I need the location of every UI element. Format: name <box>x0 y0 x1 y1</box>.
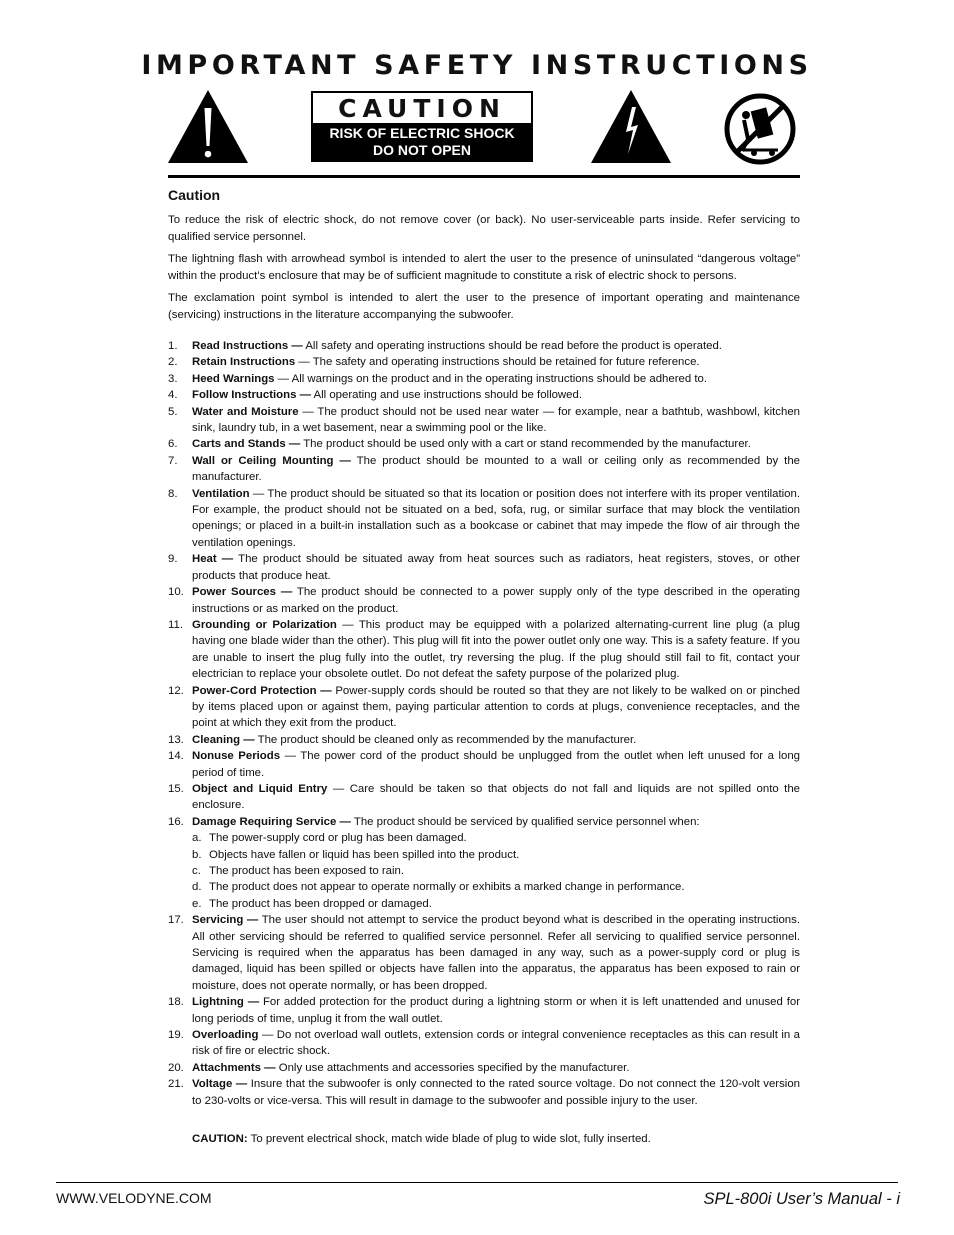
instruction-term: Follow Instructions — <box>192 389 311 402</box>
safety-instructions-list <box>168 338 800 1109</box>
caution-word: CAUTION <box>338 94 506 123</box>
instruction-number: 5. <box>168 405 178 418</box>
instruction-text: Only use attachments and accessories specified by the manufacturer. <box>278 1061 630 1074</box>
instruction-number: 12. <box>168 684 184 697</box>
instruction-number: 13. <box>168 733 184 746</box>
intro-paragraph: The lightning flash with arrowhead symbol is intended to alert the user to the presence of uninsulated “dangerous voltage” within the product’s enclosure that may be of sufficient magnitude to constitute a risk of electric shock to persons. <box>168 253 800 282</box>
instruction-term: Heed Warnings <box>192 372 275 385</box>
instruction-term: Nonuse Periods <box>192 750 281 763</box>
subitem-letter: c. <box>192 865 201 877</box>
instruction-number: 19. <box>168 1029 184 1042</box>
instruction-number: 17. <box>168 914 184 927</box>
instruction-number: 3. <box>168 372 178 385</box>
instruction-item <box>168 912 800 994</box>
caution-warning <box>313 123 531 160</box>
instruction-number: 18. <box>168 996 184 1009</box>
lightning-triangle-icon <box>591 90 671 163</box>
instruction-text: — Do not overload wall outlets, extension cords or integral convenience receptacles as this can result in a risk of fire or electric shock. <box>192 1029 800 1058</box>
instruction-text: All operating and use instructions should be followed. <box>313 389 582 402</box>
instruction-subitem <box>192 879 800 895</box>
instruction-text: — Care should be taken so that objects do not fall and liquids are not spilled onto the enclosure. <box>192 782 800 812</box>
instruction-text: — The product should be situated so that its location or position does not interfere with its proper ventilation. For example, the product should not be situated on a bed, sofa, rug, or similar surface that may block the ventilation openings; or placed in a built-in installation such as a bookcase or cabinet that may impede the flow of air through the ventilation openings. <box>192 487 800 549</box>
instruction-term: Cleaning — <box>192 733 255 746</box>
instruction-item <box>168 371 800 387</box>
instruction-item <box>168 1027 800 1060</box>
instruction-item <box>168 1076 800 1109</box>
subitem-text: The product does not appear to operate normally or exhibits a marked change in performance. <box>209 881 685 894</box>
instruction-term: Ventilation <box>192 487 250 500</box>
instruction-item <box>168 338 800 354</box>
instruction-text: The product should be used only with a cart or stand recommended by the manufacturer. <box>303 438 751 451</box>
instruction-subitem <box>192 896 800 912</box>
instruction-text: The product should be mounted to a wall or ceiling only as recommended by the manufacturer. <box>192 454 801 484</box>
instruction-subitem <box>192 863 800 879</box>
page-title: IMPORTANT SAFETY INSTRUCTIONS <box>141 50 813 81</box>
subitem-text: Objects have fallen or liquid has been spilled into the product. <box>209 848 520 861</box>
instruction-text: — This product may be equipped with a polarized alternating-current line plug (a plug having one blade wider than the other). This plug will fit into the power outlet only one way. This is a safety feature. If you are unable to insert the plug fully into the outlet, try reversing the plug. If the plug should still fail to fit, contact your electrician to replace your obsolete outlet. Do not defeat the safety purpose of the polarized plug. <box>192 618 800 681</box>
caution-line-2: DO NOT OPEN <box>372 142 471 158</box>
instruction-item <box>168 1060 800 1076</box>
tip-over-cart-icon <box>724 93 796 165</box>
subitem-letter: a. <box>192 832 202 845</box>
instruction-item <box>168 387 800 403</box>
instruction-item <box>168 354 800 370</box>
instruction-item <box>168 551 800 584</box>
instruction-term: Carts and Stands — <box>192 438 301 451</box>
instruction-number: 21. <box>168 1078 184 1091</box>
footer-website: WWW.VELODYNE.COM <box>56 1190 212 1206</box>
instruction-text: — All warnings on the product and in the operating instructions should be adhered to. <box>277 372 707 385</box>
final-caution-term: CAUTION: <box>192 1133 248 1145</box>
instruction-item <box>168 584 800 617</box>
instruction-text: The user should not attempt to service the product beyond what is described in the operating instructions. All other servicing should be referred to qualified service personnel. Refer all servicing to qualified service personnel. Servicing is required when the apparatus has been damaged in any way, such as a power-supply cord or plug is damaged, liquid has been spilled or objects have fallen into the apparatus, the apparatus has been exposed to rain or moisture, does not operate normally, or has been dropped. <box>192 914 800 992</box>
final-caution-text: To prevent electrical shock, match wide blade of plug to wide slot, fully inserted. <box>250 1133 651 1145</box>
instruction-number: 4. <box>168 389 178 402</box>
exclamation-triangle-icon <box>168 90 248 163</box>
instruction-subitem <box>192 830 800 846</box>
instruction-term: Water and Moisture <box>192 405 299 418</box>
instruction-term: Damage Requiring Service — <box>192 815 351 828</box>
instruction-term: Grounding or Polarization <box>192 618 337 631</box>
instruction-item <box>168 404 800 437</box>
instruction-item <box>168 814 800 912</box>
instruction-term: Read Instructions — <box>192 340 303 352</box>
subitem-letter: d. <box>192 881 202 894</box>
section-heading: Caution <box>168 187 221 203</box>
instruction-text: Insure that the subwoofer is only connected to the rated source voltage. Do not connect the 120-volt version to 230-volts or vice-versa. This will result in damage to the subwoofer and possible injury to the user. <box>192 1078 800 1107</box>
subitem-text: The power-supply cord or plug has been damaged. <box>209 832 467 845</box>
instruction-term: Wall or Ceiling Mounting — <box>192 454 351 467</box>
instruction-item <box>168 781 800 814</box>
instruction-text: The product should be connected to a power supply only of the type described in the operating instructions or as marked on the product. <box>192 586 800 615</box>
caution-label <box>311 91 533 162</box>
instruction-term: Attachments — <box>192 1061 276 1074</box>
instruction-item <box>168 748 800 781</box>
final-caution <box>192 1133 651 1145</box>
instruction-text: The product should be serviced by qualified service personnel when: <box>353 815 700 828</box>
instruction-item <box>168 617 800 683</box>
instruction-term: Object and Liquid Entry <box>192 782 328 795</box>
instruction-item <box>168 486 800 552</box>
instruction-term: Servicing — <box>192 914 259 927</box>
instruction-term: Heat — <box>192 553 234 566</box>
instruction-text: — The product should not be used near water — for example, near a bathtub, washbowl, kitchen sink, laundry tub, in a wet basement, near a swimming pool or the like. <box>192 405 800 435</box>
instruction-term: Power-Cord Protection — <box>192 684 332 697</box>
caution-line-1: RISK OF ELECTRIC SHOCK <box>329 125 515 141</box>
instruction-text: For added protection for the product during a lightning storm or when it is left unattended and unused for long periods of time, unplug it from the wall outlet. <box>192 996 800 1025</box>
instruction-number: 6. <box>168 438 178 451</box>
footer-manual-title: SPL-800i User’s Manual - i <box>703 1190 900 1208</box>
subitem-text: The product has been exposed to rain. <box>209 865 405 877</box>
instruction-subitem <box>192 847 800 863</box>
instruction-number: 7. <box>168 454 178 467</box>
intro-paragraph: The exclamation point symbol is intended to alert the user to the presence of important operating and maintenance (servicing) instructions in the literature accompanying the subwoofer. <box>168 292 800 321</box>
intro-paragraph: To reduce the risk of electric shock, do not remove cover (or back). No user-serviceable parts inside. Refer servicing to qualified service personnel. <box>168 214 800 243</box>
instruction-text: The product should be cleaned only as recommended by the manufacturer. <box>257 733 637 746</box>
instruction-term: Voltage — <box>192 1078 248 1091</box>
instruction-text: The product should be situated away from heat sources such as radiators, heat registers, stoves, or other products that produce heat. <box>192 553 800 582</box>
instruction-term: Lightning — <box>192 996 260 1009</box>
instruction-number: 2. <box>168 356 178 369</box>
subitem-letter: b. <box>192 848 202 861</box>
instruction-text: Power-supply cords should be routed so that they are not likely to be walked on or pinched by items placed upon or against them, paying particular attention to cords at plugs, convenience receptacles, and the point at which they exit from the product. <box>192 684 800 730</box>
instruction-item <box>168 994 800 1027</box>
instruction-term: Retain Instructions <box>192 356 296 369</box>
subitem-letter: e. <box>192 897 202 910</box>
instruction-number: 1. <box>168 340 178 352</box>
instruction-text: — The power cord of the product should be unplugged from the outlet when left unused for a long period of time. <box>192 750 800 779</box>
instruction-item <box>168 436 800 452</box>
instruction-number: 8. <box>168 487 178 500</box>
header-divider <box>168 175 800 178</box>
instruction-item <box>168 732 800 748</box>
instruction-number: 16. <box>168 815 184 828</box>
instruction-number: 11. <box>168 618 183 631</box>
instruction-number: 14. <box>168 750 184 763</box>
instruction-term: Power Sources — <box>192 586 293 599</box>
footer-divider <box>56 1182 898 1183</box>
instruction-text: All safety and operating instructions should be read before the product is operated. <box>305 340 722 352</box>
instruction-term: Overloading <box>192 1029 259 1042</box>
subitem-text: The product has been dropped or damaged. <box>209 897 432 910</box>
instruction-item <box>168 453 800 486</box>
instruction-number: 20. <box>168 1061 184 1074</box>
instruction-item <box>168 683 800 732</box>
instruction-number: 9. <box>168 553 178 566</box>
instruction-text: — The safety and operating instructions should be retained for future reference. <box>298 356 700 369</box>
instruction-number: 15. <box>168 782 184 795</box>
instruction-number: 10. <box>168 586 184 599</box>
